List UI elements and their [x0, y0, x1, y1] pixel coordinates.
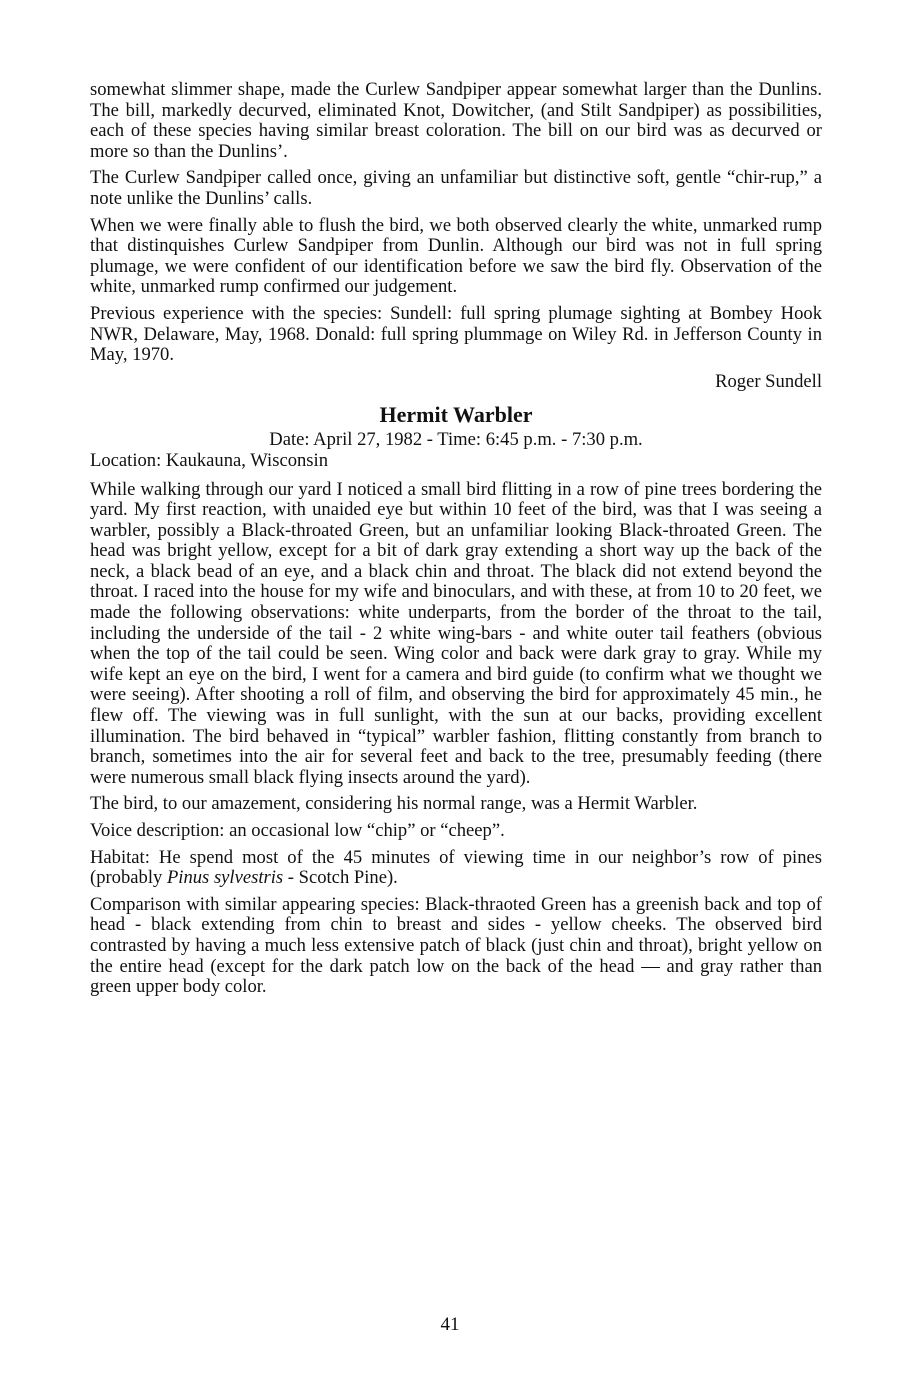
- curlew-paragraph-1: somewhat slimmer shape, made the Curlew Sandpiper appear somewhat larger than the Dunlins. The bill, markedly decurved, eliminated Knot, Dowitcher, (and Stilt Sandpiper) as possibilities, each of these species having similar breast coloration. The bill on our bird was as decurved or more so than the Dunlins’.: [90, 79, 822, 162]
- date-time-line: Date: April 27, 1982 - Time: 6:45 p.m. - 7:30 p.m.: [269, 429, 643, 451]
- curlew-paragraph-2: The Curlew Sandpiper called once, giving an unfamiliar but distinctive soft, gentle “chir-rup,” a note unlike the Dunlins’ calls.: [90, 167, 822, 209]
- hermit-paragraph-1: While walking through our yard I noticed a small bird flitting in a row of pine trees bordering the yard. My first reaction, with unaided eye but within 10 feet of the bird, was that I was seeing a warbler, possibly a Black-throated Green, but an unfamiliar looking Black-throated Green. The head was bright yellow, except for a bit of dark gray extending a short way up the back of the neck, a black bead of an eye, and a black chin and throat. The black did not extend beyond the throat. I raced into the house for my wife and binoculars, and with these, at from 10 to 20 feet, we made the following observations: white underparts, from the border of the throat to the tail, including the underside of the tail - 2 white wing-bars - and white outer tail feathers (obvious when the top of the tail could be seen. Wing color and back were dark gray to gray. While my wife kept an eye on the bird, I went for a camera and bird guide (to confirm what we thought we were seeing). After shooting a roll of film, and observing the bird for approximately 45 min., he flew off. The viewing was in full sunlight, with the sun at our backs, providing excellent illumination. The bird behaved in “typical” warbler fashion, flitting constantly from branch to branch, sometimes into the air for several feet and back to the tree, presumably feeding (there were numerous small black flying insects around the yard).: [90, 478, 822, 788]
- author-signature: Roger Sundell: [715, 370, 822, 392]
- curlew-paragraph-3: When we were finally able to flush the bird, we both observed clearly the white, unmarked rump that distinquishes Curlew Sandpiper from Dunlin. Although our bird was not in full spring plumage, we were confident of our identification before we saw the bird fly. Observation of the white, unmarked rump confirmed our judgement.: [90, 214, 822, 298]
- species-name: Pinus sylvestris: [166, 867, 284, 889]
- page-number: 41: [440, 1314, 460, 1335]
- page-content: [90, 80, 822, 1004]
- hermit-paragraph-2: The bird, to our amazement, considering his normal range, was a Hermit Warbler.: [90, 793, 698, 815]
- curlew-paragraph-4: Previous experience with the species: Sundell: full spring plumage sighting at Bombey Hook NWR, Delaware, May, 1968. Donald: full spring plummage on Wiley Rd. in Jefferson County in May, 1970.: [90, 302, 822, 366]
- voice-description: Voice description: an occasional low “chip” or “cheep”.: [90, 820, 505, 841]
- location-line: Location: Kaukauna, Wisconsin: [90, 449, 328, 471]
- section-title: Hermit Warbler: [379, 402, 533, 428]
- habitat-text-end: - Scotch Pine).: [283, 867, 398, 889]
- comparison-paragraph: Comparison with similar appearing species: Black-thraoted Green has a greenish back and top of head - black extending from chin to breast and sides - yellow cheeks. The observed bird contrasted by having a much less extensive patch of black (just chin and throat), bright yellow on the entire head (except for the dark patch low on the back of the head — and gray rather than green upper body color.: [90, 893, 822, 998]
- habitat-paragraph: [90, 848, 822, 889]
- habitat-text-start: Habitat: He spend most of the 45 minutes of viewing time in our neighbor’s row of pines (probably: [90, 846, 822, 889]
